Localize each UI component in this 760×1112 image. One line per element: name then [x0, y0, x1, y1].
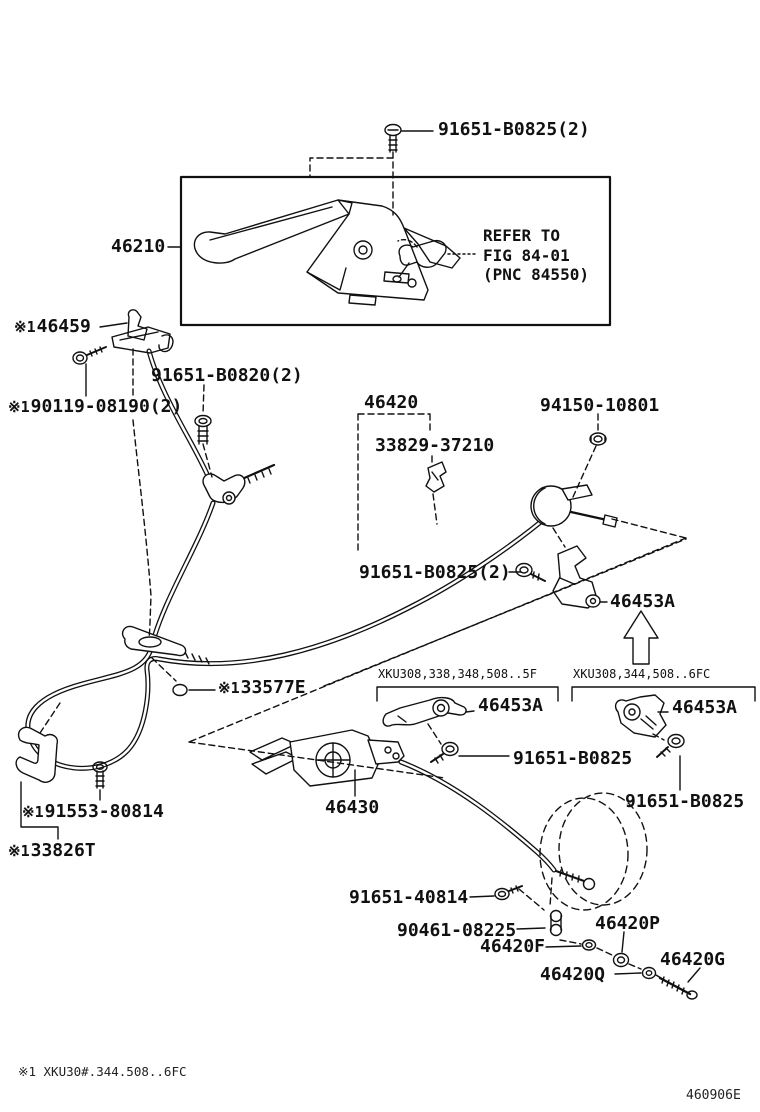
part-label-91651-40814: 91651-40814 — [349, 887, 469, 908]
equalizer-drawing — [203, 465, 274, 504]
drawing-code: 460906E — [686, 1088, 741, 1103]
part-label-46210: 46210 — [111, 236, 166, 257]
variant-caption-right: XKU308,344,508..6FC — [573, 667, 711, 681]
stud-46420g-drawing — [660, 977, 697, 999]
part-label-91553-80814: ※191553-80814 — [22, 801, 164, 822]
bracket-46459-drawing — [112, 310, 173, 353]
nut-94150-drawing — [590, 433, 606, 445]
part-label-46453a-main: 46453A — [610, 591, 676, 612]
bolt-b0820-drawing — [195, 416, 211, 445]
clip-33829-drawing — [426, 462, 446, 492]
part-label-33826t: ※133826T — [8, 840, 96, 861]
part-label-46420p: 46420P — [595, 913, 661, 934]
part-label-46453a-right: 46453A — [672, 697, 738, 718]
grommet-33577-drawing — [173, 685, 187, 696]
front-cable-drawing — [28, 503, 549, 768]
nut-46420f-drawing — [583, 940, 596, 950]
refer-note-line2: FIG 84-01 — [483, 245, 570, 265]
part-label-46453a-left: 46453A — [478, 695, 544, 716]
bolt-90119-drawing — [73, 347, 106, 364]
part-label-33577e: ※133577E — [218, 677, 306, 698]
brake-lever-drawing — [194, 200, 460, 305]
refer-note — [483, 226, 589, 285]
arrow-up-icon — [624, 611, 658, 664]
part-label-46459: ※146459 — [14, 316, 91, 337]
screw-40814-drawing — [495, 886, 522, 900]
part-label-46420: 46420 — [364, 392, 419, 413]
washer-46420q-drawing — [643, 968, 656, 979]
refer-note-line3: (PNC 84550) — [483, 265, 589, 284]
grommet-46420p-drawing — [614, 954, 629, 967]
diagram-footnote: ※1 XKU30#.344.508..6FC — [18, 1064, 187, 1079]
part-label-90461-08225: 90461-08225 — [397, 920, 517, 941]
cable-end-drawing — [531, 485, 617, 527]
part-label-90119-08190: ※190119-08190(2) — [8, 396, 183, 417]
part-label-46420f: 46420F — [480, 936, 546, 957]
part-label-46420q: 46420Q — [540, 964, 606, 985]
part-label-46430: 46430 — [325, 797, 380, 818]
part-label-91651-b0825-top: 91651-B0825(2) — [438, 119, 590, 140]
top-screw-drawing — [385, 125, 401, 153]
part-label-91651-b0825-mid: 91651-B0825(2) — [359, 562, 511, 583]
variant-caption-left: XKU308,338,348,508..5F — [378, 667, 537, 681]
part-label-91651-b0820: 91651-B0820(2) — [151, 365, 303, 386]
clip-90461-drawing — [551, 911, 562, 936]
part-label-91651-b0825-right: 91651-B0825 — [625, 791, 745, 812]
part-label-33829-37210: 33829-37210 — [375, 435, 495, 456]
hook-33826-drawing — [16, 727, 107, 788]
part-label-94150-10801: 94150-10801 — [540, 395, 660, 416]
refer-note-line1: REFER TO — [483, 226, 561, 245]
part-label-91651-b0825-left: 91651-B0825 — [513, 748, 633, 769]
part-label-46420g: 46420G — [660, 949, 726, 970]
